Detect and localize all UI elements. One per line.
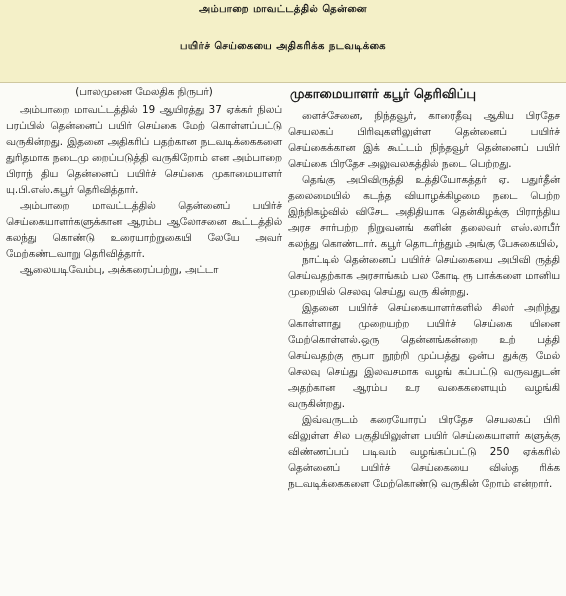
subheading: முகாமையாளர் கபூர் தெரிவிப்பு bbox=[290, 87, 476, 102]
paragraph: இதனை பயிர்ச் செய்கையாளர்களில் சிலர் அறிந்து கொள்ளாது முறையற்ற பயிர்ச் செய்கை யினை மேற்கொள்ளல்.ஒரு தென்னங்கன்றை உற் பத்தி செய்வதற்கு ரூபா நூற்றி முப்பத்து ஒன்ப துக்கு மேல் செலவு செய்து இலவசமாக வழங் கப்பட்டு வருவதுடன் அதற்கான ஆரம்ப உர வகைகளையும் வழங்கி வருகின்றது. bbox=[288, 302, 560, 410]
left-column bbox=[6, 84, 282, 278]
paragraph: நாட்டில் தென்னைப் பயிர்ச் செய்கையை அபிவி ருத்தி செய்வதற்காக அரசாங்கம் பல கோடி ரூ பாக்களை மானிய முறையில் செலவு செய்து வரு கின்றது. bbox=[288, 254, 560, 298]
article-headline bbox=[0, 0, 566, 83]
right-column bbox=[288, 84, 560, 492]
paragraph: அம்பாறை மாவட்டத்தில் தென்னைப் பயிர்ச் செய்கையாளர்களுக்கான ஆரம்ப ஆலோசனை கூட்டத்தில் கலந்து கொண்டு உரையாற்றுகையி லேயே அவர் மேற்கண்டவாறு தெரிவித்தார். bbox=[6, 200, 282, 260]
paragraph: ஆலையடிவேம்பு, அக்கரைப்பற்று, அட்டா bbox=[20, 264, 219, 276]
headline-line-2: பயிர்ச் செய்கையை அதிகரிக்க நடவடிக்கை bbox=[179, 41, 387, 52]
paragraph: தெங்கு அபிவிருத்தி உத்தியோகத்தர் ஏ. பதுர்தீன் தலைமையில் கடந்த வியாழக்கிழமை நடை பெற்ற இந்நிகழ்வில் விசேட அதிதியாக தென்கிழக்கு பிராந்திய அரச சார்பற்ற நிறுவனங் களின் தலைவர் எஸ்.லாபீர் கலந்து கொண்டார். கபூர் தொடர்ந்தும் அங்கு பேசுகையில், bbox=[288, 174, 560, 250]
paragraph: அம்பாறை மாவட்டத்தில் 19 ஆயிரத்து 37 ஏக்கர் நிலப் பரப்பில் தென்னைப் பயிர் செய்கை மேற் கொள்ளப்பட்டு வருகின்றது. இதனை அதிகரிப் பதற்கான நடவடிக்கைகளை துரிதமாக நடைமு றைப்படுத்தி வருகிறோம் என அம்பாறை பிராந் திய தென்னைப் பயிர்ச் செய்கை முகாமையாளர் யு.பி.எஸ்.கபூர் தெரிவித்தார். bbox=[6, 104, 282, 196]
paragraph: ளைச்சேனை, நிந்தவூர், காரைதீவு ஆகிய பிரதேச செயலகப் பிரிவுகளிலுள்ள தென்னைப் பயிர்ச் செய்கைக்கான இக் கூட்டம் நிந்தவூர் தென்னைப் பயிர் செய்கை பிரதேச அலுவலகத்தில் நடை பெற்றது. bbox=[288, 110, 560, 170]
paragraph: இவ்வருடம் கரையோரப் பிரதேச செயலகப் பிரி விலுள்ள சில பகுதியிலுள்ள பயிர் செய்கையாளர் களுக்கு விண்ணப்பப் படிவம் வழங்கப்பட்டு 250 ஏக்கரில் தென்னைப் பயிர்ச் செய்கையை விஸ்த ரிக்க நடவடிக்கைகளை மேற்கொண்டு வருகின் றோம் என்றார். bbox=[288, 414, 560, 490]
headline-line-1: அம்பாறை மாவட்டத்தில் தென்னை bbox=[199, 4, 367, 15]
byline: (பாலமுனை மேலதிக நிருபர்) bbox=[75, 86, 213, 98]
